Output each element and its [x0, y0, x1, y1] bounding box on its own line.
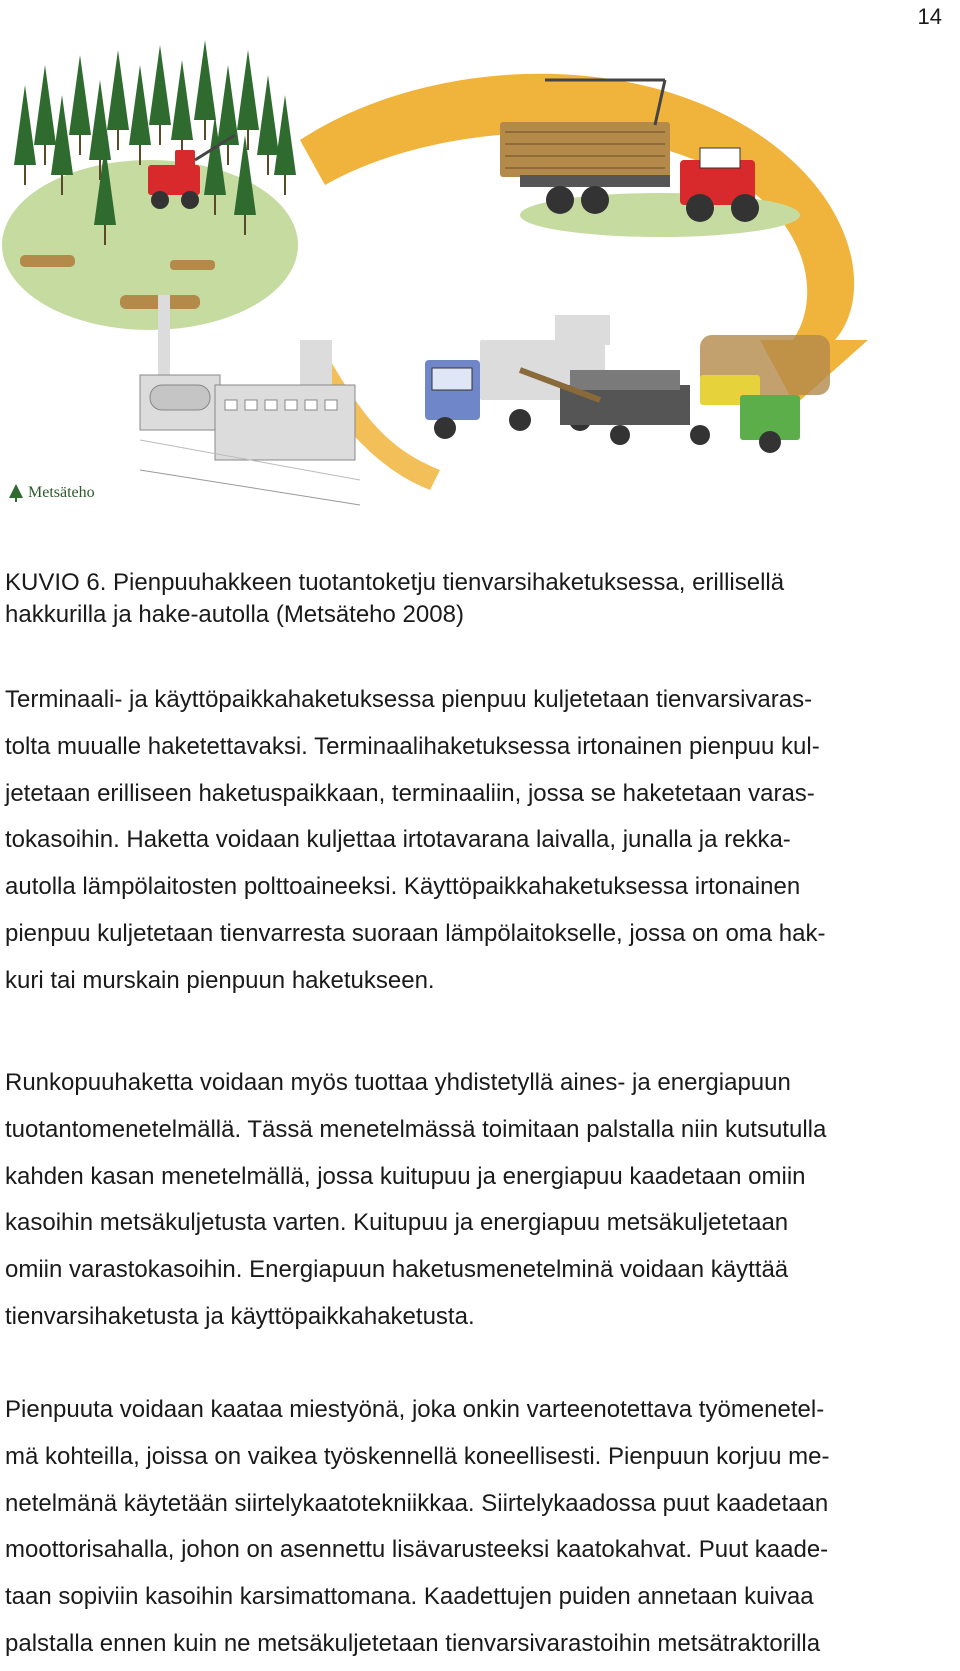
page-number: 14 — [917, 4, 942, 29]
paragraph-stem-wood-chips — [5, 1060, 940, 1341]
text-line: taan sopiviin kasoihin karsimattomana. Kaadettujen puiden annetaan kuivaa — [5, 1583, 814, 1611]
conifer-tree — [171, 60, 193, 140]
text-line: Terminaali- ja käyttöpaikkahaketuksessa pienpuu kuljetetaan tienvarsivaras- — [5, 686, 813, 713]
text-line: omiin varastokasoihin. Energiapuun haketusmenetelminä voidaan käyttää — [5, 1256, 789, 1284]
text-line: kasoihin metsäkuljetusta varten. Kuitupuu ja energiapuu metsäkuljetetaan — [5, 1209, 789, 1237]
paragraph-manual-felling — [5, 1387, 940, 1668]
paragraph-terminal-chipping — [5, 677, 940, 1005]
conifer-tree — [237, 50, 259, 130]
text-line: tokasoihin. Haketta voidaan kuljettaa irtotavarana laivalla, junalla ja rekka- — [5, 826, 791, 854]
supply-chain-illustration — [0, 40, 905, 520]
conifer-tree — [69, 55, 91, 135]
figure-caption — [5, 567, 905, 631]
conifer-tree — [194, 40, 216, 120]
supply-chain-drawing — [0, 40, 905, 520]
tree-logo-icon — [8, 484, 24, 502]
text-line: jetetaan erilliseen haketuspaikkaan, terminaaliin, jossa se haketetaan varas- — [5, 779, 815, 807]
conifer-tree — [14, 85, 36, 165]
conifer-tree — [217, 65, 239, 145]
conifer-tree — [149, 45, 171, 125]
conifer-tree — [257, 75, 279, 155]
caption-line: KUVIO 6. Pienpuuhakkeen tuotantoketju tienvarsihaketuksessa, erillisellä — [5, 569, 785, 596]
text-line: moottorisahalla, johon on asennettu lisävarusteeksi kaatokahvat. Puut kaade- — [5, 1536, 829, 1564]
conifer-tree — [89, 80, 111, 160]
text-line: Pienpuuta voidaan kaataa miestyönä, joka onkin varteenotettava työmenetel- — [5, 1396, 825, 1423]
metsateho-logo — [8, 484, 95, 502]
text-line: mä kohteilla, joissa on vaikea työskennellä koneellisesti. Pienpuun korjuu me- — [5, 1442, 830, 1470]
chipper-and-truck — [425, 315, 830, 453]
conifer-tree — [234, 135, 256, 215]
text-line: kahden kasan menetelmällä, jossa kuitupuu ja energiapuu kaadetaan omiin — [5, 1162, 806, 1190]
text-line: tienvarsihaketusta ja käyttöpaikkahaketusta. — [5, 1302, 475, 1330]
text-line: pienpuu kuljetetaan tienvarresta suoraan lämpölaitokselle, jossa on oma hak- — [5, 919, 826, 947]
text-line: tuotantomenetelmällä. Tässä menetelmässä toimitaan palstalla niin kutsutulla — [5, 1115, 827, 1143]
conifer-tree — [107, 50, 129, 130]
conifer-tree — [34, 65, 56, 145]
text-line: kuri tai murskain pienpuun haketukseen. — [5, 966, 435, 994]
conifer-tree — [129, 65, 151, 145]
conifer-tree — [274, 95, 296, 175]
logo-text: Metsäteho — [28, 484, 95, 501]
text-line: tolta muualle haketettavaksi. Terminaalihaketuksessa irtonainen pienpuu kul- — [5, 732, 820, 760]
text-line: autolla lämpölaitosten polttoaineeksi. Käyttöpaikkahaketuksessa irtonainen — [5, 873, 801, 901]
text-line: netelmänä käytetään siirtelykaatotekniikkaa. Siirtelykaadossa puut kaadetaan — [5, 1489, 829, 1517]
caption-line: hakkurilla ja hake-autolla (Metsäteho 2008) — [5, 601, 464, 628]
text-line: Runkopuuhaketta voidaan myös tuottaa yhdistetyllä aines- ja energiapuun — [5, 1069, 791, 1096]
text-line: palstalla ennen kuin ne metsäkuljetetaan tienvarsivarastoihin metsätraktorilla — [5, 1629, 821, 1657]
